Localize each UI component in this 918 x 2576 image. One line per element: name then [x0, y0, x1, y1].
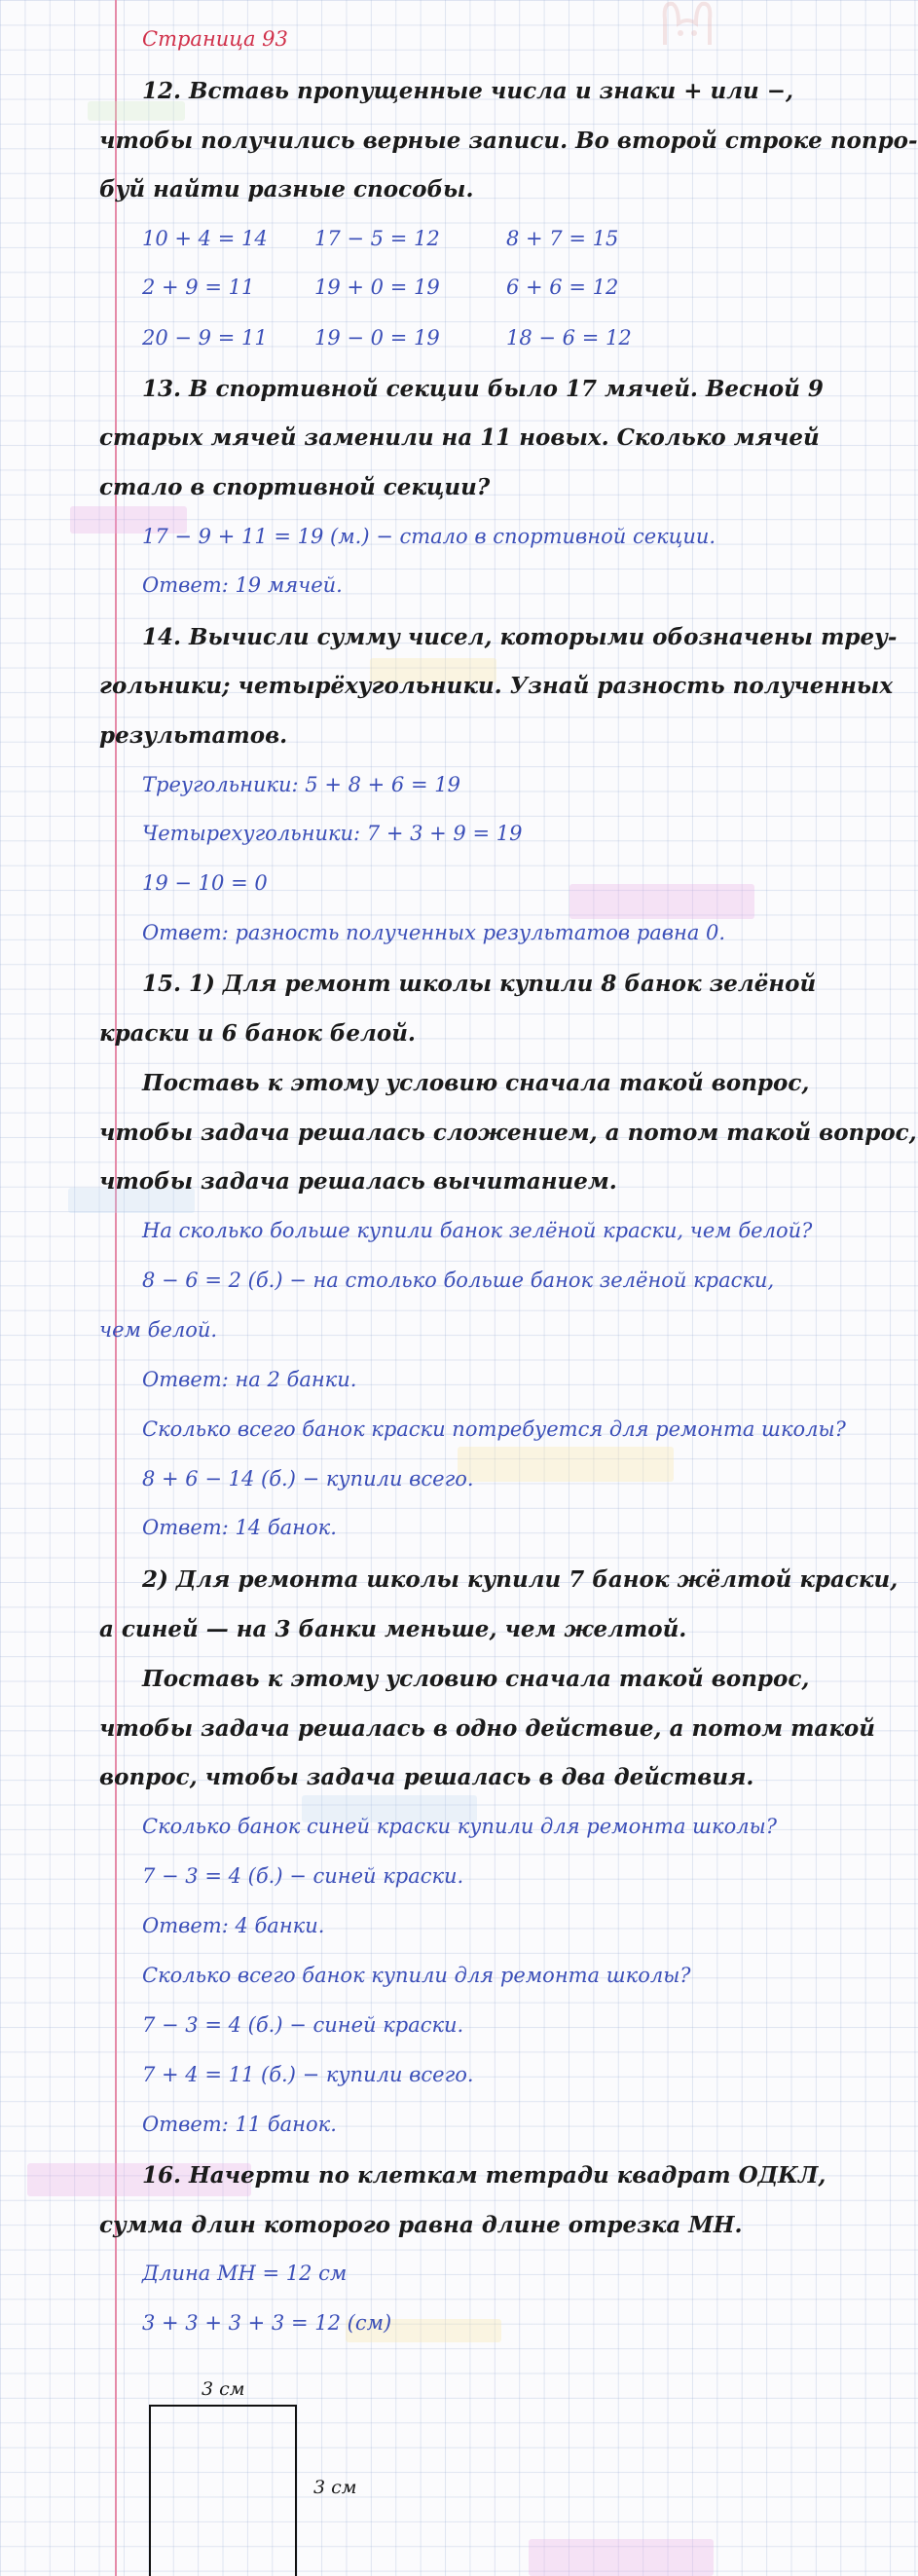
task12-text-line: чтобы получились верные записи. Во второй строке попро- [99, 128, 918, 154]
task15-instruction-line: чтобы задача решалась сложением, а потом такой вопрос, [99, 1120, 917, 1146]
task15-part2-answer-line: 7 − 3 = 4 (б.) − синей краски. [142, 1864, 464, 1888]
task15-answer-line: Сколько всего банок краски потребуется для ремонта школы? [142, 1417, 846, 1441]
square-side-label: 3 см [313, 2477, 357, 2498]
task15-part2-answer-line: Ответ: 11 банок. [142, 2113, 337, 2136]
task16-text-line: 16. Начерти по клеткам тетради квадрат ОДКЛ, [142, 2162, 826, 2189]
task15-text-line: краски и 6 банок белой. [99, 1020, 416, 1047]
square-top-label: 3 см [202, 2378, 245, 2400]
task14-text-line: гольники; четырёхугольники. Узнай разность полученных [99, 673, 894, 699]
task15-answer-line: 8 − 6 = 2 (б.) − на столько больше банок зелёной краски, [142, 1269, 775, 1292]
task15-answer-line: чем белой. [99, 1318, 218, 1342]
task15-part2-answer-line: 7 + 4 = 11 (б.) − купили всего. [142, 2063, 474, 2086]
task12-answer: 6 + 6 = 12 [506, 276, 619, 299]
task12-answer: 18 − 6 = 12 [506, 326, 632, 350]
task15-instruction-line: Поставь к этому условию сначала такой вопрос, [142, 1666, 810, 1692]
task14-line: Четырехугольники: 7 + 3 + 9 = 19 [142, 822, 523, 845]
task13-text-line: старых мячей заменили на 11 новых. Сколько мячей [99, 424, 820, 451]
task15-instruction-line: вопрос, чтобы задача решалась в два действия. [99, 1764, 754, 1790]
task15-part2-answer-line: Ответ: 4 банки. [142, 1914, 325, 1937]
task12-answer: 2 + 9 = 11 [142, 276, 255, 299]
task15-answer-line: На сколько больше купили банок зелёной краски, чем белой? [142, 1219, 813, 1242]
task14-answer: Ответ: разность полученных результатов равна 0. [142, 921, 726, 944]
task15-part2-text-line: а синей — на 3 банки меньше, чем желтой. [99, 1616, 687, 1642]
task12-text-line: буй найти разные способы. [99, 176, 474, 202]
task15-instruction-line: Поставь к этому условию сначала такой вопрос, [142, 1070, 810, 1096]
task13-solution: 17 − 9 + 11 = 19 (м.) − стало в спортивной секции. [142, 525, 716, 548]
task15-part2-answer-line: Сколько банок синей краски купили для ремонта школы? [142, 1815, 777, 1838]
task12-answer: 20 − 9 = 11 [142, 326, 268, 350]
task15-instruction-line: чтобы задача решалась в одно действие, а потом такой [99, 1715, 875, 1742]
page-heading: Страница 93 [142, 27, 288, 51]
task13-answer: Ответ: 19 мячей. [142, 573, 343, 597]
task15-text-line: 15. 1) Для ремонт школы купили 8 банок зелёной [142, 971, 817, 997]
task12-answer: 19 + 0 = 19 [314, 276, 440, 299]
task16-line: 3 + 3 + 3 + 3 = 12 (см) [142, 2311, 392, 2335]
task15-answer-line: Ответ: 14 банок. [142, 1516, 337, 1539]
task15-answer-line: Ответ: на 2 банки. [142, 1368, 357, 1391]
task15-part2-text-line: 2) Для ремонта школы купили 7 банок жёлтой краски, [142, 1566, 899, 1593]
task12-text-line: 12. Вставь пропущенные числа и знаки + или −, [142, 78, 794, 104]
task16-text-line: сумма длин которого равна длине отрезка МН. [99, 2212, 743, 2238]
task13-text-line: 13. В спортивной секции было 17 мячей. Весной 9 [142, 376, 824, 402]
task15-part2-answer-line: Сколько всего банок купили для ремонта школы? [142, 1964, 691, 1987]
drawn-square [149, 2405, 297, 2576]
task15-part2-answer-line: 7 − 3 = 4 (б.) − синей краски. [142, 2013, 464, 2037]
task12-answer: 17 − 5 = 12 [314, 227, 440, 250]
task16-line: Длина МН = 12 см [142, 2262, 348, 2285]
task14-line: Треугольники: 5 + 8 + 6 = 19 [142, 773, 460, 796]
task14-text-line: 14. Вычисли сумму чисел, которыми обозначены треу- [142, 624, 898, 650]
task15-instruction-line: чтобы задача решалась вычитанием. [99, 1168, 617, 1195]
task14-text-line: результатов. [99, 722, 288, 749]
task12-answer: 8 + 7 = 15 [506, 227, 619, 250]
task12-answer: 19 − 0 = 19 [314, 326, 440, 350]
task15-answer-line: 8 + 6 − 14 (б.) − купили всего. [142, 1467, 474, 1490]
task14-line: 19 − 10 = 0 [142, 871, 268, 895]
task13-text-line: стало в спортивной секции? [99, 474, 491, 500]
task12-answer: 10 + 4 = 14 [142, 227, 268, 250]
